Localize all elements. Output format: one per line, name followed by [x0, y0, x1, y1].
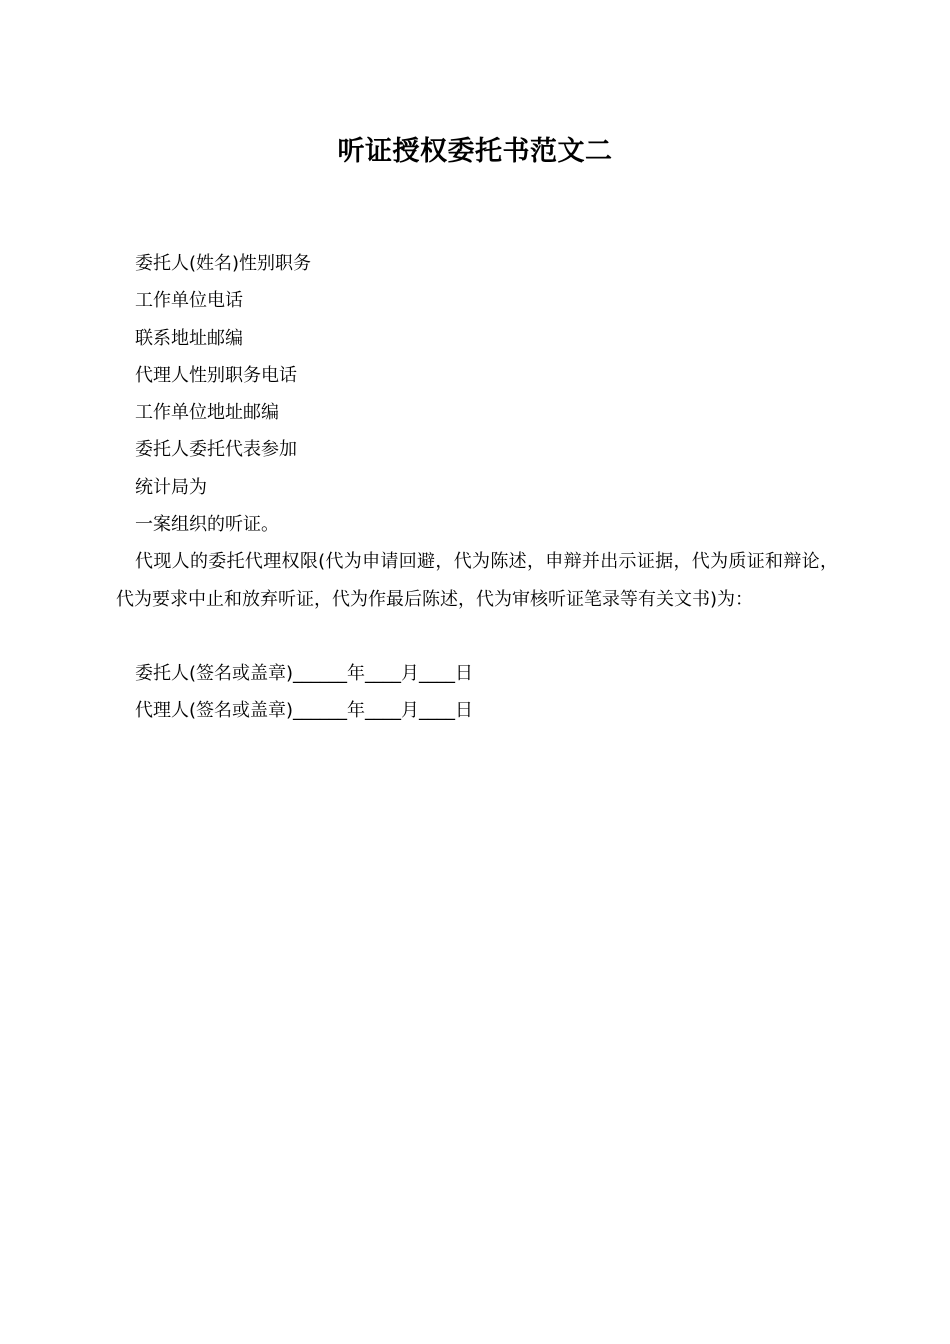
- delegation-line: 委托人委托代表参加: [135, 439, 297, 461]
- document-title: 听证授权委托书范文二: [337, 136, 613, 167]
- principal-signature-line: 委托人(签名或盖章)______年____月____日: [135, 662, 474, 684]
- principal-work-line: 工作单位电话: [135, 290, 243, 312]
- document-body: [116, 245, 838, 730]
- authority-paragraph: 代现人的委托代理权限(代为申请回避，代为陈述，申辩并出示证据，代为质证和辩论，代为要求中止和放弃听证，代为作最后陈述，代为审核听证笔录等有关文书)为：: [116, 551, 838, 610]
- agent-info-line: 代理人性别职务电话: [135, 364, 297, 386]
- agent-work-line: 工作单位地址邮编: [135, 402, 279, 424]
- case-line: 一案组织的听证。: [135, 514, 279, 536]
- agent-signature-line: 代理人(签名或盖章)______年____月____日: [135, 700, 474, 722]
- bureau-line: 统计局为: [135, 476, 207, 498]
- blank-spacer: [116, 618, 838, 655]
- principal-address-line: 联系地址邮编: [135, 327, 243, 349]
- principal-info-line: 委托人(姓名)性别职务: [135, 253, 312, 274]
